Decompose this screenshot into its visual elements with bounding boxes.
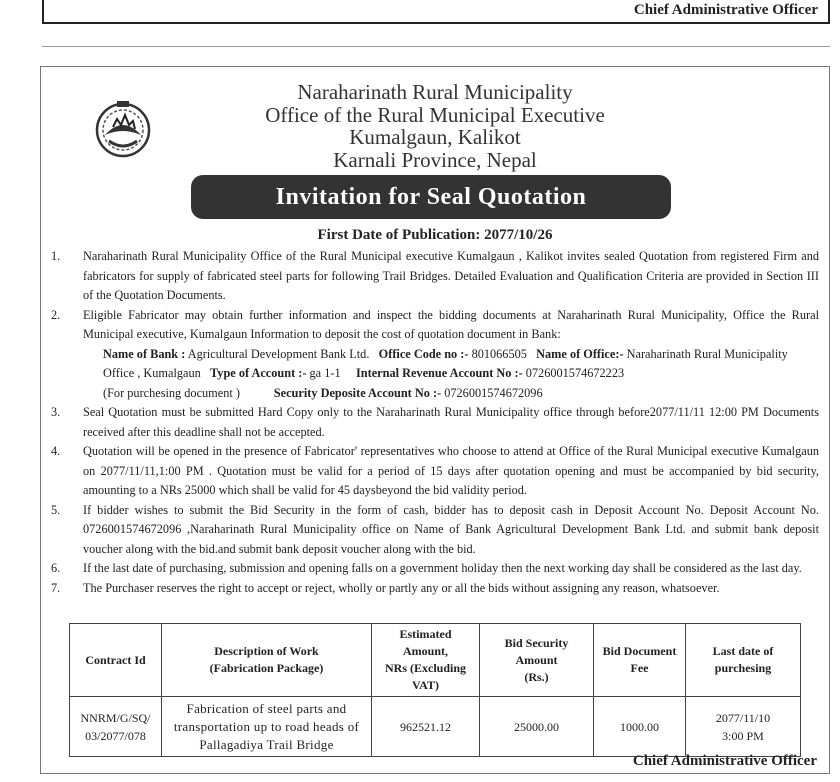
purchase-purpose: (For purchesing document ) [103,385,240,400]
list-item [51,442,819,501]
account-type-value: ga 1-1 [309,366,341,380]
office-name-value: Naraharinath Rural Municipality Office , Kumalgaun [103,346,788,380]
province: Karnali Province, Nepal [333,147,537,172]
cell-estimated-amount: 962521.12 [372,697,480,757]
item-number: 2. [51,307,61,322]
item-text: Naraharinath Rural Municipality Office of the Rural Municipal executive Kumalgaun , Kalikot invites sealed Quotation from registered Firm and fabricators for supply of fabricated steel parts for following Trail Bridges. Detailed Evaluation and Qualification Criteria are provided in Section III of the Quotation Documents. [83,249,819,302]
publication-date: First Date of Publication: 2077/10/26 [317,227,553,243]
item-number: 1. [51,249,61,263]
location: Kumalgaun, Kalikot [349,125,521,149]
revenue-account-label: Internal Revenue Account No :- [355,366,523,380]
cell-description: Fabrication of steel parts and transportation up to road heads of Pallagadiya Trail Bridge [162,697,372,757]
item-number: 6. [51,561,61,575]
col-estimated-amount: Estimated Amount, NRs (Excluding VAT) [372,624,480,697]
list-item [51,403,819,442]
bank-details [51,345,819,404]
col-contract-id: Contract Id [70,624,162,697]
bank-name-value: Agricultural Development Bank Ltd. [187,346,370,361]
item-text: Seal Quotation must be submitted Hard Copy only to the Naraharinath Rural Municipality office through before2077/11/11 12:00 PM Documents received after this deadline shall not be accepted. [83,405,819,439]
item-text: If the last date of purchasing, submission and opening falls on a government holiday then the next working day shall be considered as the last day. [83,561,802,575]
office-name: Office of the Rural Municipal Executive [265,102,605,127]
account-type-label: Type of Account :- [210,366,307,380]
col-document-fee: Bid Document Fee [594,624,686,697]
office-code-label: Office Code no :- [378,346,469,361]
list-item [51,579,819,599]
item-text: Quotation will be opened in the presence of Fabricator' representatives who choose to attend at Office of the Rural Municipal executive Kumalgaun on 2077/11/11,1:00 PM . Quotation must be valid for a period of 15 days after quotation opening and must be accompanied by bid security, amounting to a NRs 25000 which shall be valid for 45 daysbeyond the bid validity period. [83,444,819,497]
cell-document-fee: 1000.00 [594,697,686,757]
col-bid-security: Bid Security Amount (Rs.) [480,624,594,697]
item-number: 4. [51,444,61,458]
cell-contract-id: NNRM/G/SQ/ 03/2077/078 [70,697,162,757]
security-account-label: Security Deposite Account No :- [273,385,442,400]
item-number: 5. [51,502,61,517]
item-text: The Purchaser reserves the right to accept or reject, wholly or partly any or all the bids without assigning any reason, whatsoever. [83,580,720,595]
list-item [51,247,819,306]
item-number: 7. [51,580,61,595]
office-code-value: 801066505 [471,346,527,361]
list-item [51,559,819,579]
security-account-value: 0726001574672096 [444,385,543,400]
top-signature: Chief Administrative Officer [633,2,818,18]
terms-list [51,247,819,598]
item-text: Eligible Fabricator may obtain further information and inspect the bidding documents at Naraharinath Rural Municipality, Office the Rural Municipal executive, Kumalgaun Information to deposit the cost of quotation document in Bank: [83,307,819,341]
col-description: Description of Work (Fabrication Package) [162,624,372,697]
municipality-name: Naraharinath Rural Municipality [297,80,573,104]
header [41,81,829,171]
separator-line [42,46,830,47]
item-text: If bidder wishes to submit the Bid Security in the form of cash, bidder has to deposit cash in Deposit Account No. Deposit Account No. 0726001574672096 ,Naraharinath Rural Municipality office on Name of Bank Agricultural Development Bank Ltd. and submit bank deposit voucher along with the bid.and submit bank deposit voucher along with the bid. [83,502,819,556]
notice-frame [40,66,830,774]
cell-bid-security: 25000.00 [480,697,594,757]
previous-notice-frame [42,0,830,24]
revenue-account-value: 0726001574672223 [525,366,625,380]
list-item [51,501,819,560]
page-title: Invitation for Seal Quotation [191,175,671,219]
table-row [70,697,801,757]
table-header-row [70,624,801,697]
list-item [51,306,819,345]
cell-last-date: 2077/11/10 3:00 PM [686,697,801,757]
office-name-label: Name of Office:- [536,346,624,361]
contract-table [69,623,801,757]
item-number: 3. [51,405,61,419]
bank-name-label: Name of Bank : [103,346,186,361]
bottom-signature: Chief Administrative Officer [632,753,817,769]
col-last-date: Last date of purchesing [686,624,801,697]
